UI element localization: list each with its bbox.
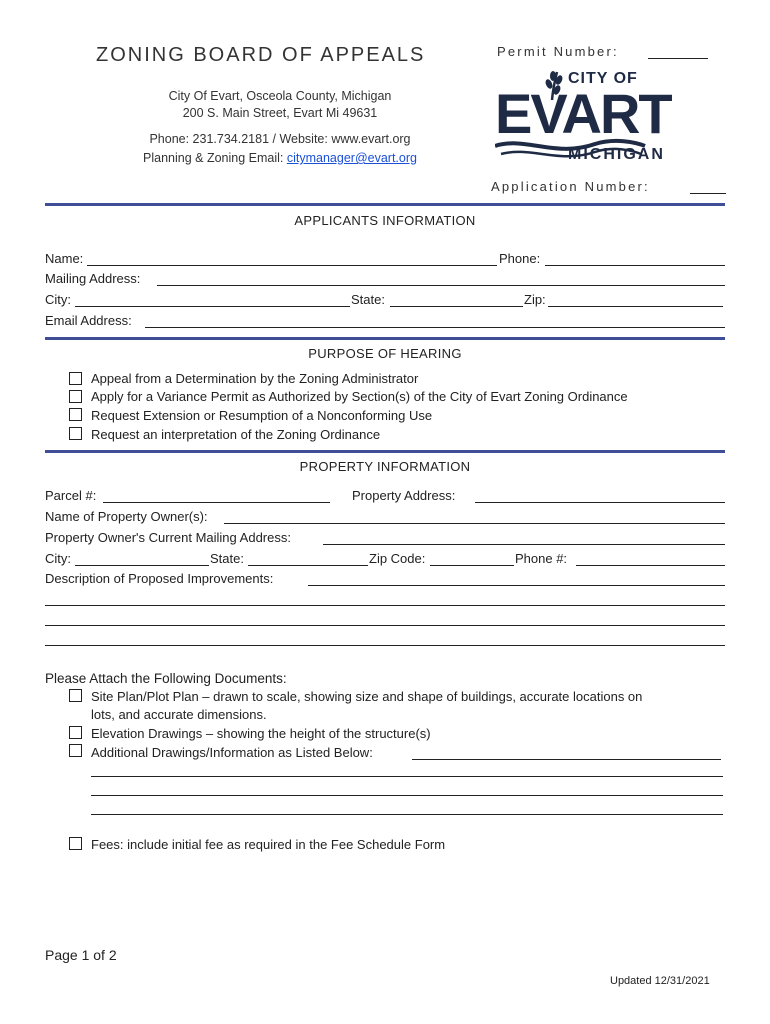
property-city-field[interactable]	[75, 565, 209, 566]
extension-checkbox[interactable]	[69, 408, 82, 421]
mailing-address-label: Mailing Address:	[45, 271, 141, 286]
phone-field[interactable]	[545, 265, 725, 266]
site-plan-checkbox[interactable]	[69, 689, 82, 702]
permit-number-field[interactable]	[648, 58, 708, 59]
email-link[interactable]: citymanager@evart.org	[286, 151, 417, 165]
applicant-heading: APPLICANTS INFORMATION	[294, 213, 476, 228]
property-phone-label: Phone #:	[515, 551, 568, 566]
email-address-label: Email Address:	[45, 313, 132, 328]
interpretation-checkbox[interactable]	[69, 427, 82, 440]
property-heading: PROPERTY INFORMATION	[299, 459, 471, 474]
additional-field[interactable]	[412, 759, 721, 760]
logo-top-text: CITY OF	[568, 70, 638, 87]
purpose-heading: PURPOSE OF HEARING	[308, 346, 462, 361]
form-title: ZONING BOARD OF APPEALS	[96, 44, 426, 66]
phone-line: Phone: 231.734.2181 / Website: www.evart.org	[149, 132, 411, 146]
phone-label: Phone:	[499, 251, 541, 266]
permit-number-label: Permit Number:	[497, 44, 619, 59]
property-state-label: State:	[210, 551, 244, 566]
variance-label: Apply for a Variance Permit as Authorized by Section(s) of the City of Evart Zoning Ordinance	[91, 389, 628, 404]
appeal-label: Appeal from a Determination by the Zoning Administrator	[91, 371, 419, 386]
email-line	[100, 151, 460, 165]
state-field[interactable]	[390, 306, 523, 307]
state-label: State:	[351, 292, 385, 307]
logo-main-text: EVART	[495, 82, 671, 145]
owner-name-field[interactable]	[224, 523, 725, 524]
street-line: 200 S. Main Street, Evart Mi 49631	[182, 106, 378, 120]
variance-checkbox[interactable]	[69, 390, 82, 403]
elevation-checkbox[interactable]	[69, 726, 82, 739]
site-plan-label: Site Plan/Plot Plan – drawn to scale, showing size and shape of buildings, accurate locations on	[91, 689, 643, 704]
logo-bottom-text: MICHIGAN	[568, 146, 665, 163]
city-label: City:	[45, 292, 71, 307]
owner-name-label: Name of Property Owner(s):	[45, 509, 208, 524]
email-prefix: Planning & Zoning Email:	[143, 151, 287, 165]
name-label: Name:	[45, 251, 84, 266]
improvements-line[interactable]	[45, 625, 725, 626]
updated-date: Updated 12/31/2021	[610, 975, 710, 987]
parcel-field[interactable]	[103, 502, 330, 503]
improvements-label: Description of Proposed Improvements:	[45, 571, 274, 586]
improvements-line[interactable]	[45, 605, 725, 606]
property-address-label: Property Address:	[352, 488, 456, 503]
fees-label: Fees: include initial fee as required in the Fee Schedule Form	[91, 837, 446, 852]
site-plan-label-cont: lots, and accurate dimensions.	[91, 707, 267, 722]
elevation-label: Elevation Drawings – showing the height of the structure(s)	[91, 726, 431, 741]
application-number-label: Application Number:	[491, 179, 650, 194]
owner-mailing-label: Property Owner's Current Mailing Address:	[45, 530, 291, 545]
property-address-field[interactable]	[475, 502, 725, 503]
extension-label: Request Extension or Resumption of a Nonconforming Use	[91, 408, 433, 423]
city-logo	[495, 66, 710, 170]
application-number-field[interactable]	[690, 193, 726, 194]
city-line: City Of Evart, Osceola County, Michigan	[168, 89, 392, 103]
appeal-checkbox[interactable]	[69, 372, 82, 385]
additional-line[interactable]	[91, 776, 723, 777]
name-field[interactable]	[87, 265, 497, 266]
property-phone-field[interactable]	[576, 565, 725, 566]
additional-line[interactable]	[91, 795, 723, 796]
city-field[interactable]	[75, 306, 350, 307]
page-number: Page 1 of 2	[45, 947, 117, 963]
fees-checkbox[interactable]	[69, 837, 82, 850]
interpretation-label: Request an interpretation of the Zoning Ordinance	[91, 427, 381, 442]
improvements-field[interactable]	[308, 585, 725, 586]
additional-checkbox[interactable]	[69, 744, 82, 757]
section-divider	[45, 203, 725, 206]
section-divider	[45, 450, 725, 453]
improvements-line[interactable]	[45, 645, 725, 646]
email-address-field[interactable]	[145, 327, 725, 328]
section-divider	[45, 337, 725, 340]
parcel-label: Parcel #:	[45, 488, 97, 503]
additional-label: Additional Drawings/Information as Listed Below:	[91, 745, 373, 760]
property-state-field[interactable]	[248, 565, 368, 566]
mailing-address-field[interactable]	[157, 285, 725, 286]
property-city-label: City:	[45, 551, 71, 566]
zip-label: Zip:	[524, 292, 546, 307]
additional-line[interactable]	[91, 814, 723, 815]
property-zip-label: Zip Code:	[369, 551, 426, 566]
zip-field[interactable]	[548, 306, 723, 307]
owner-mailing-field[interactable]	[323, 544, 725, 545]
property-zip-field[interactable]	[430, 565, 514, 566]
attach-heading: Please Attach the Following Documents:	[45, 671, 287, 686]
